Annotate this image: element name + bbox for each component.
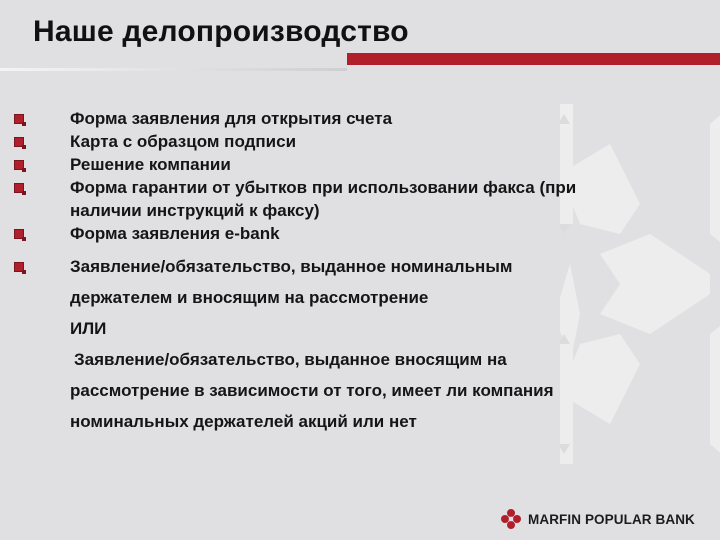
bullet-text: Заявление/обязательство, выданное вносящим на (74, 350, 507, 369)
bullet-text: номинальных держателей акций или нет (70, 412, 417, 431)
bullet-list (14, 107, 674, 437)
marfin-flower-logo-icon (500, 508, 522, 530)
bank-logo (500, 508, 695, 530)
bullet-text: Карта с образцом подписи (70, 132, 297, 151)
title-underline-gray (0, 68, 347, 71)
list-item (14, 153, 674, 176)
bullet-text: Форма заявления для открытия счета (70, 109, 393, 128)
bullet-text: Форма заявления e-bank (70, 224, 280, 243)
bullet-marker-icon (14, 262, 24, 272)
list-item (14, 130, 674, 153)
slide-title: Наше делопроизводство (33, 15, 409, 48)
bullet-marker-icon (14, 229, 24, 239)
bullet-text: держателем и вносящим на рассмотрение (70, 288, 429, 307)
bullet-marker-icon (14, 137, 24, 147)
bullet-text: Заявление/обязательство, выданное номинальным (70, 257, 513, 276)
bullet-text: наличии инструкций к факсу) (70, 201, 320, 220)
list-item (14, 107, 674, 130)
bullet-marker-icon (14, 160, 24, 170)
bullet-text: Форма гарантии от убытков при использовании факса (при (70, 178, 577, 197)
title-underline-red (347, 53, 720, 65)
logo-text: MARFIN POPULAR BANK (528, 511, 695, 527)
bullet-text: рассмотрение в зависимости от того, имеет ли компания (70, 381, 554, 400)
list-item (14, 251, 674, 437)
bullet-marker-icon (14, 114, 24, 124)
bullet-text: Решение компании (70, 155, 231, 174)
list-item (14, 222, 674, 245)
bullet-text: ИЛИ (70, 319, 107, 338)
list-item (14, 176, 674, 222)
bullet-marker-icon (14, 183, 24, 193)
